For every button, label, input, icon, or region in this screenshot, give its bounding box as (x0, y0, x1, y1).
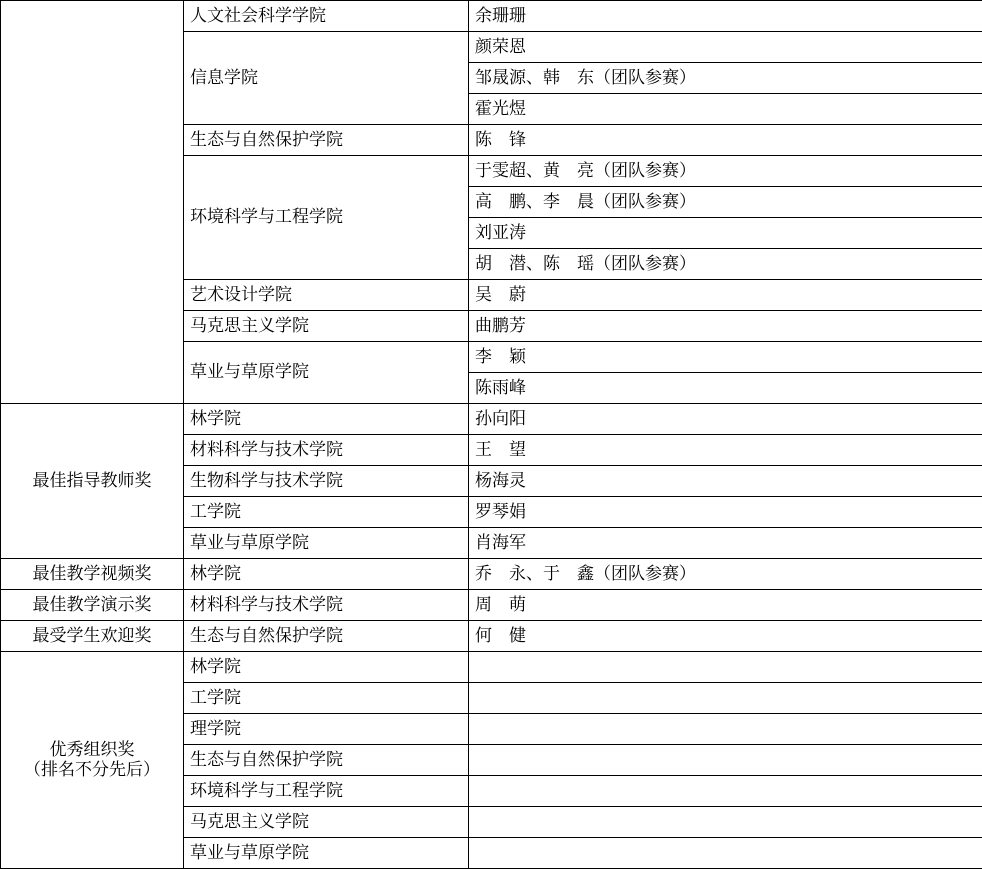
awardee-name-cell: 罗琴娟 (469, 497, 982, 528)
college-cell: 草业与草原学院 (184, 342, 469, 404)
awardee-name-cell (469, 683, 982, 714)
awardee-name-cell: 周 萌 (469, 590, 982, 621)
college-cell: 生态与自然保护学院 (184, 745, 469, 776)
awardee-name-cell (469, 652, 982, 683)
awardee-name-cell: 刘亚涛 (469, 218, 982, 249)
awardee-name-cell (469, 745, 982, 776)
awardee-name-cell (469, 714, 982, 745)
awardee-name-cell: 陈 锋 (469, 125, 982, 156)
awardee-name-cell: 乔 永、于 鑫（团队参赛） (469, 559, 982, 590)
college-cell: 材料科学与技术学院 (184, 435, 469, 466)
table-row (1, 404, 982, 435)
award-category-cell: 最佳指导教师奖 (1, 404, 184, 559)
awardee-name-cell: 邹晟源、韩 东（团队参赛） (469, 63, 982, 94)
college-cell: 环境科学与工程学院 (184, 776, 469, 807)
college-cell: 工学院 (184, 497, 469, 528)
college-cell: 工学院 (184, 683, 469, 714)
college-cell: 马克思主义学院 (184, 807, 469, 838)
college-cell: 生态与自然保护学院 (184, 125, 469, 156)
awardee-name-cell: 陈雨峰 (469, 373, 982, 404)
college-cell: 林学院 (184, 559, 469, 590)
awardee-name-cell: 颜荣恩 (469, 32, 982, 63)
college-cell: 人文社会科学学院 (184, 1, 469, 32)
table-row (1, 590, 982, 621)
award-category-cell: 最受学生欢迎奖 (1, 621, 184, 652)
college-cell: 材料科学与技术学院 (184, 590, 469, 621)
college-cell: 草业与草原学院 (184, 528, 469, 559)
college-cell: 生物科学与技术学院 (184, 466, 469, 497)
awardee-name-cell: 胡 潜、陈 瑶（团队参赛） (469, 249, 982, 280)
college-cell: 马克思主义学院 (184, 311, 469, 342)
college-cell: 艺术设计学院 (184, 280, 469, 311)
awardee-name-cell: 高 鹏、李 晨（团队参赛） (469, 187, 982, 218)
college-cell: 林学院 (184, 652, 469, 683)
awardee-name-cell: 霍光煜 (469, 94, 982, 125)
college-cell: 林学院 (184, 404, 469, 435)
awardee-name-cell: 吴 蔚 (469, 280, 982, 311)
awardee-name-cell: 杨海灵 (469, 466, 982, 497)
awardee-name-cell (469, 838, 982, 869)
award-category-cell (1, 1, 184, 404)
awardee-name-cell: 孙向阳 (469, 404, 982, 435)
college-cell: 生态与自然保护学院 (184, 621, 469, 652)
award-table-body (1, 1, 982, 869)
awardee-name-cell (469, 807, 982, 838)
award-category-cell: 最佳教学视频奖 (1, 559, 184, 590)
award-category-cell: 最佳教学演示奖 (1, 590, 184, 621)
table-row (1, 621, 982, 652)
award-category-cell: 优秀组织奖 （排名不分先后） (1, 652, 184, 869)
awardee-name-cell: 王 望 (469, 435, 982, 466)
table-row (1, 652, 982, 683)
college-cell: 信息学院 (184, 32, 469, 125)
college-cell: 理学院 (184, 714, 469, 745)
awardee-name-cell: 肖海军 (469, 528, 982, 559)
awardee-name-cell (469, 776, 982, 807)
awardee-name-cell: 李 颖 (469, 342, 982, 373)
awardee-name-cell: 曲鹏芳 (469, 311, 982, 342)
college-cell: 环境科学与工程学院 (184, 156, 469, 280)
awardee-name-cell: 何 健 (469, 621, 982, 652)
table-row (1, 559, 982, 590)
table-row (1, 1, 982, 32)
awardee-name-cell: 余珊珊 (469, 1, 982, 32)
college-cell: 草业与草原学院 (184, 838, 469, 869)
awardee-name-cell: 于雯超、黄 亮（团队参赛） (469, 156, 982, 187)
